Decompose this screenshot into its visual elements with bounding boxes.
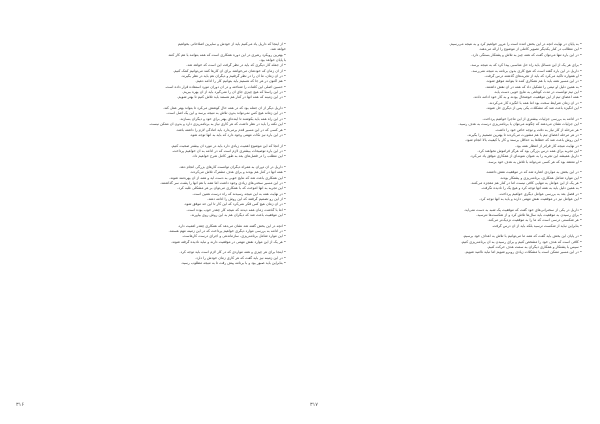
text-line: • داریل همیشه این تجربه را به عنوان نمونه‌ای از همکاری موفق یاد می‌کرد. <box>469 154 582 159</box>
text-line: • این انگیزه باعث شد که مشکلات یکی پس از دیگری حل شوند. <box>486 106 582 111</box>
text-line: • بهترین رویکرد رهبری در این دوره همکاری است که همه بتوانند با هم کار کنند <box>168 52 286 57</box>
text-line: • هم اکنون در هر جا که هستیم باید بتوانیم کار را ادامه دهیم. <box>195 79 286 84</box>
text-line: • در ادامه به بررسی جزئیات بیشتری از این ماجرا خواهیم پرداخت. <box>482 116 582 121</box>
text-line: • از این رو تصمیم گرفتند که این روش را ادامه دهند. <box>207 196 286 201</box>
text-line: • سپس با پشتکار و همکاری دیگران به سمت هدف حرکت کنیم. <box>486 245 582 250</box>
text-line: • کافی است که هدف خود را مشخص کنیم و برای رسیدن به آن برنامه‌ریزی کنیم. <box>460 239 582 244</box>
text-line: • این تجربه برای همه درس بزرگی بود که هرگز فراموش نخواهند کرد. <box>477 148 582 153</box>
text-line: • بنابراین باید صبور بود و با برنامه پیش رفت تا به نتیجه مطلوب رسید. <box>180 261 286 266</box>
text-line: • در آن زمان هیچ کس فکر نمی‌کرد که این کار تا این حد موفق شود. <box>183 202 286 207</box>
text-line: • همه آنها در کنار هم بودند و برای هدف مشترک تلاش می‌کردند. <box>189 170 286 175</box>
text-line: • در این مسیر همه باید با هم همکاری کنند تا بتوانند موفق شوند. <box>485 79 582 84</box>
text-line: • در این زمانه هیچ کس نمی‌تواند بدون تلاش به نتیجه برسد و این یک اصل است. <box>166 111 286 116</box>
text-line: • هر یک از این عوامل به تنهایی کافی نیست اما در کنار هم معجزه می‌کنند. <box>470 180 582 185</box>
text-line: • برای رسیدن به موفقیت باید سال‌ها تلاش کرد و از شکست‌ها نترسید. <box>476 213 582 217</box>
text-line: • در ادامه به بررسی موارد دیگری خواهیم پرداخت که در این زمینه مهم هستند. <box>168 229 286 234</box>
left-page-text <box>18 42 286 266</box>
text-line: • داریل در این باره گفته است که هیچ کاری بدون برنامه به نتیجه نمی‌رسد. <box>471 68 582 73</box>
text-line: • در این زمینه که همه آنها در کنار هم هستند باید تلاش کنیم تا بهتر شویم. <box>177 95 286 100</box>
left-page <box>10 6 294 420</box>
text-line: • این تیم توانست در مدت کوتاهی به نتایج خوبی دست یابد. <box>493 90 582 95</box>
text-line: • این موفقیت باعث شد که دیگران هم به این روش روی بیاورند. <box>190 213 286 217</box>
right-page-number: ۳۱۷ <box>309 402 318 408</box>
text-line: • از اینجا که داریل یاد می‌کنیم باید از خودش و سایرین اصلاحاتی بخواهیم <box>177 42 286 46</box>
text-line: خواهد شد. <box>269 47 286 52</box>
text-line: • هر مرحله از کار نیاز به دقت و توجه خاص خود را داشت. <box>494 127 582 132</box>
text-line: • این نکته را باید در نظر داشت که هر کاری نیاز به برنامه‌ریزی دارد و بدون آن ممکن نیست. <box>148 122 286 127</box>
text-line: • به پایان در نهایت آنچه در این بخش آمده است را مرور خواهیم کرد و به نتیجه می‌رسیم. <box>449 42 582 46</box>
text-line: • در هر مرحله اعضای تیم با هم مشورت می‌کردند تا بهترین تصمیم را بگیرند. <box>467 132 582 137</box>
right-page <box>306 6 590 420</box>
text-line: • این تجربه به آنها آموخت که با همکاری می‌توان بر هر مشکلی غلبه کرد. <box>177 186 286 191</box>
text-line: • از آن زمان که خودشان می‌خواهند برای آن کارها کنند می‌توانیم کمک کنیم. <box>172 68 286 73</box>
text-line: • اما با گذشت زمان همه دیدند که نتیجه کار چقدر خوب بوده است. <box>186 207 286 212</box>
text-line: • او همواره تاکید می‌کرد که باید از تجربه‌های گذشته درس گرفت. <box>484 74 582 79</box>
text-line: • در آن زمان شرایط سخت بود اما همه با انگیزه کار می‌کردند. <box>488 100 582 105</box>
text-line: • بنابراین نباید از شکست ترسید بلکه باید از آن درس گرفت. <box>491 223 582 228</box>
text-line: • در این باره تنها می‌توان گفت که همه چیز به تلاش و پشتکار بستگی دارد. <box>471 52 582 57</box>
text-line: با پایان خواهد بود. <box>259 58 286 63</box>
text-line: • او معتقد بود که هر کسی می‌تواند با تلاش به هدف خود برسد. <box>487 159 582 164</box>
text-line: • در فصل بعد به بررسی عوامل دیگری خواهیم پرداخت. <box>498 191 582 196</box>
text-line: • در این بخش به مواردی اشاره شد که در موفقیت نقش داشتند. <box>485 170 582 175</box>
text-line: • در این مسیر ممکن است با مشکلات زیادی روبرو شویم اما نباید ناامید شویم. <box>464 250 582 255</box>
text-line: • آنچه در این بخش گفته شد نشان می‌دهد که همکاری چقدر اهمیت دارد. <box>177 223 286 228</box>
text-line: • در آن زمان، ما آن را در نظر گرفتیم و دیگران هم باید در نظر بگیرند. <box>180 74 286 79</box>
text-line: • این موارد شامل همکاری، برنامه‌ریزی و پشتکار بودند. <box>499 175 582 180</box>
text-line: • اینجا برای هر چیزی و همه مواردی که در کار لازم است باید توجه کرد. <box>179 250 286 255</box>
left-page-number: ۳۱۶ <box>16 402 25 408</box>
text-line: • در نهایت نتیجه کار فراتر از انتظار همه بود. <box>515 143 582 148</box>
text-line: • داریل دیگر از آن جمله بود که در همه حال کوشش می‌کرد تا بتواند بهتر عمل کند. <box>163 106 286 111</box>
text-line: • به همین دلیل او تیمی را تشکیل داد که همه در آن نقش داشتند. <box>485 84 582 89</box>
text-line: • در این باره توضیحات بیشتری لازم است که در ادامه به آن خواهیم پرداخت. <box>171 148 286 153</box>
text-line: • در این زمینه نیز باید گفت که هر کاری زمان خودش را دارد. <box>194 255 286 260</box>
text-line: • از جمله کار دیگری که باید در نظر گرفت این است که خواهد شد. <box>186 63 286 68</box>
text-line: • داریل در آن دوران به همراه دیگران توانست کارهای بزرگی انجام دهد. <box>178 164 286 169</box>
text-line: • این مطلب را در فصل‌های بعد به طور کامل شرح خواهیم داد. <box>191 154 286 159</box>
text-line: • این مطالب در کنار یکدیگر تصویر کاملی از موضوع را ارائه می‌دهند. <box>478 47 582 52</box>
text-line: • در این مسیر سختی‌های زیادی وجود داشت اما همه با هم آنها را پشت سر گذاشتند. <box>160 180 286 185</box>
text-line: • همه اعضای تیم از این موفقیت خوشحال بودند و به کار خود ادامه دادند. <box>472 95 582 100</box>
text-line: • به همین دلیل باید به همه آنها توجه کرد و هیچ یک را نادیده نگرفت. <box>480 186 582 191</box>
text-line: • این روش باعث شد که خطاها به حداقل برسند و کار با کیفیت بالا انجام شود. <box>465 138 582 143</box>
text-line: • این همکاری باعث شد که نتایج خوبی به دست آید و همه از آن بهره‌مند شوند. <box>169 175 286 180</box>
text-line: • در پایان این بخش باید گفت که همه ما می‌توانیم با تلاش به اهداف خود برسیم. <box>462 234 582 239</box>
right-page-text <box>314 42 582 256</box>
text-line: • این جزئیات نشان می‌دهند که چگونه می‌توان با برنامه‌ریزی درست به هدف رسید. <box>458 122 582 127</box>
text-line: • هر کسی که در این مسیر قدم برمی‌دارد باید آمادگی لازم را داشته باشد. <box>175 127 286 132</box>
text-line: • در این راه همه باید بکوشند تا آینده‌ای بهتر برای خود و دیگران بسازند. <box>179 116 286 121</box>
text-line: • هر یک از این موارد نقش مهمی در موفقیت دارند و نباید نادیده گرفته شوند. <box>170 239 286 244</box>
text-line: • هر شکستی درسی است که ما را به موفقیت نزدیک‌تر می‌کند. <box>487 218 582 223</box>
text-line: • برای هر یک از این مسائل باید راه حل مناسبی پیدا کرد که به نتیجه برسد. <box>470 63 582 68</box>
text-line: • در نهایت همه به این نتیجه رسیدند که راه درست همین است. <box>192 191 286 196</box>
text-line: • حسین اصلی این کلمات را شناخته و در آن دوران مورد استفاده قرار داده است. <box>164 84 286 89</box>
text-line: • این موارد شامل برنامه‌ریزی، سازماندهی و اجرای درست کارهاست. <box>181 234 286 239</box>
text-line: • داریل در یکی از سخنرانی‌های خود گفت که موفقیت یک شبه به دست نمی‌آید. <box>463 207 582 212</box>
text-line: • در این راستا که هیچ چیزی جای آن را نمی‌گیرد باید از آن بهره ببریم. <box>182 90 286 95</box>
text-line: • این عوامل نیز در موفقیت نقش مهمی دارند و باید به آنها توجه کرد. <box>479 196 582 201</box>
text-line: • در این باره نیز نکات مهمی وجود دارد که باید به آنها توجه شود. <box>189 132 286 137</box>
text-line: • از آنجا که این موضوع اهمیت زیادی دارد باید در مورد آن بیشتر صحبت کنیم. <box>170 143 286 148</box>
